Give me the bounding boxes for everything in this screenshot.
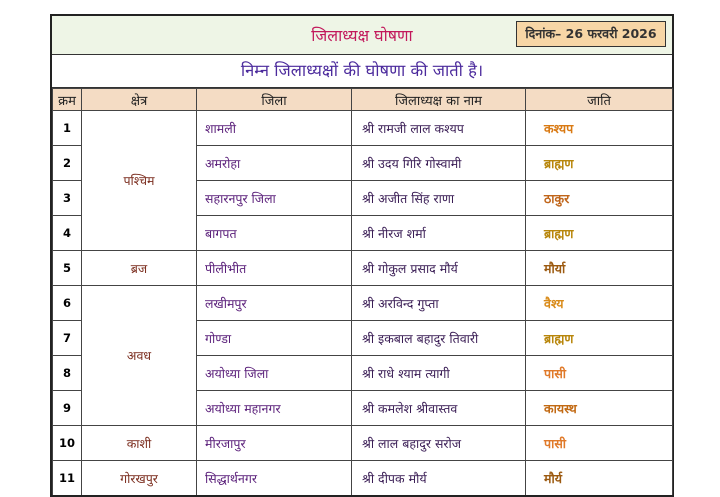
row-district: सहारनपुर जिला	[197, 181, 352, 216]
row-caste: कायस्थ	[526, 391, 673, 426]
row-sno: 11	[53, 461, 82, 497]
row-caste: मौर्य	[526, 461, 673, 497]
row-president-name: श्री कमलेश श्रीवास्तव	[352, 391, 526, 426]
table-row	[53, 461, 673, 497]
table-row	[53, 111, 673, 146]
zone-cell: गोरखपुर	[82, 461, 197, 497]
row-president-name: श्री अजीत सिंह राणा	[352, 181, 526, 216]
row-sno: 5	[53, 251, 82, 286]
district-president-table	[52, 88, 673, 497]
row-district: मीरजापुर	[197, 426, 352, 461]
row-sno: 9	[53, 391, 82, 426]
table-row	[53, 286, 673, 321]
announcement-sheet	[50, 14, 674, 497]
row-sno: 3	[53, 181, 82, 216]
row-president-name: श्री लाल बहादुर सरोज	[352, 426, 526, 461]
row-president-name: श्री इकबाल बहादुर तिवारी	[352, 321, 526, 356]
row-president-name: श्री दीपक मौर्य	[352, 461, 526, 497]
row-district: गोण्डा	[197, 321, 352, 356]
row-district: अमरोहा	[197, 146, 352, 181]
row-sno: 8	[53, 356, 82, 391]
col-header-caste: जाति	[526, 89, 673, 111]
row-district: बागपत	[197, 216, 352, 251]
row-caste: मौर्या	[526, 251, 673, 286]
row-sno: 2	[53, 146, 82, 181]
col-header-name: जिलाध्यक्ष का नाम	[352, 89, 526, 111]
row-caste: ब्राह्मण	[526, 216, 673, 251]
row-caste: पासी	[526, 356, 673, 391]
date-badge: दिनांक– 26 फरवरी 2026	[516, 21, 666, 47]
zone-cell: ब्रज	[82, 251, 197, 286]
col-header-district: जिला	[197, 89, 352, 111]
row-district: शामली	[197, 111, 352, 146]
row-caste: ठाकुर	[526, 181, 673, 216]
table-row	[53, 251, 673, 286]
row-district: अयोध्या जिला	[197, 356, 352, 391]
header-bar	[52, 16, 672, 55]
col-header-sno: क्रम	[53, 89, 82, 111]
zone-cell: काशी	[82, 426, 197, 461]
row-district: पीलीभीत	[197, 251, 352, 286]
zone-cell: अवध	[82, 286, 197, 426]
row-president-name: श्री गोकुल प्रसाद मौर्य	[352, 251, 526, 286]
row-caste: ब्राह्मण	[526, 146, 673, 181]
row-district: लखीमपुर	[197, 286, 352, 321]
table-row	[53, 426, 673, 461]
row-caste: कश्यप	[526, 111, 673, 146]
row-caste: ब्राह्मण	[526, 321, 673, 356]
row-president-name: श्री रामजी लाल कश्यप	[352, 111, 526, 146]
row-sno: 10	[53, 426, 82, 461]
zone-cell: पश्चिम	[82, 111, 197, 251]
row-president-name: श्री उदय गिरि गोस्वामी	[352, 146, 526, 181]
row-president-name: श्री राधे श्याम त्यागी	[352, 356, 526, 391]
row-president-name: श्री अरविन्द गुप्ता	[352, 286, 526, 321]
col-header-zone: क्षेत्र	[82, 89, 197, 111]
row-president-name: श्री नीरज शर्मा	[352, 216, 526, 251]
row-district: सिद्धार्थनगर	[197, 461, 352, 497]
row-caste: पासी	[526, 426, 673, 461]
row-sno: 4	[53, 216, 82, 251]
announcement-text: निम्न जिलाध्यक्षों की घोषणा की जाती है।	[52, 55, 672, 88]
row-caste: वैश्य	[526, 286, 673, 321]
table-header-row	[53, 89, 673, 111]
page-title: जिलाध्यक्ष घोषणा	[311, 26, 413, 45]
row-sno: 6	[53, 286, 82, 321]
row-sno: 7	[53, 321, 82, 356]
row-district: अयोध्या महानगर	[197, 391, 352, 426]
row-sno: 1	[53, 111, 82, 146]
